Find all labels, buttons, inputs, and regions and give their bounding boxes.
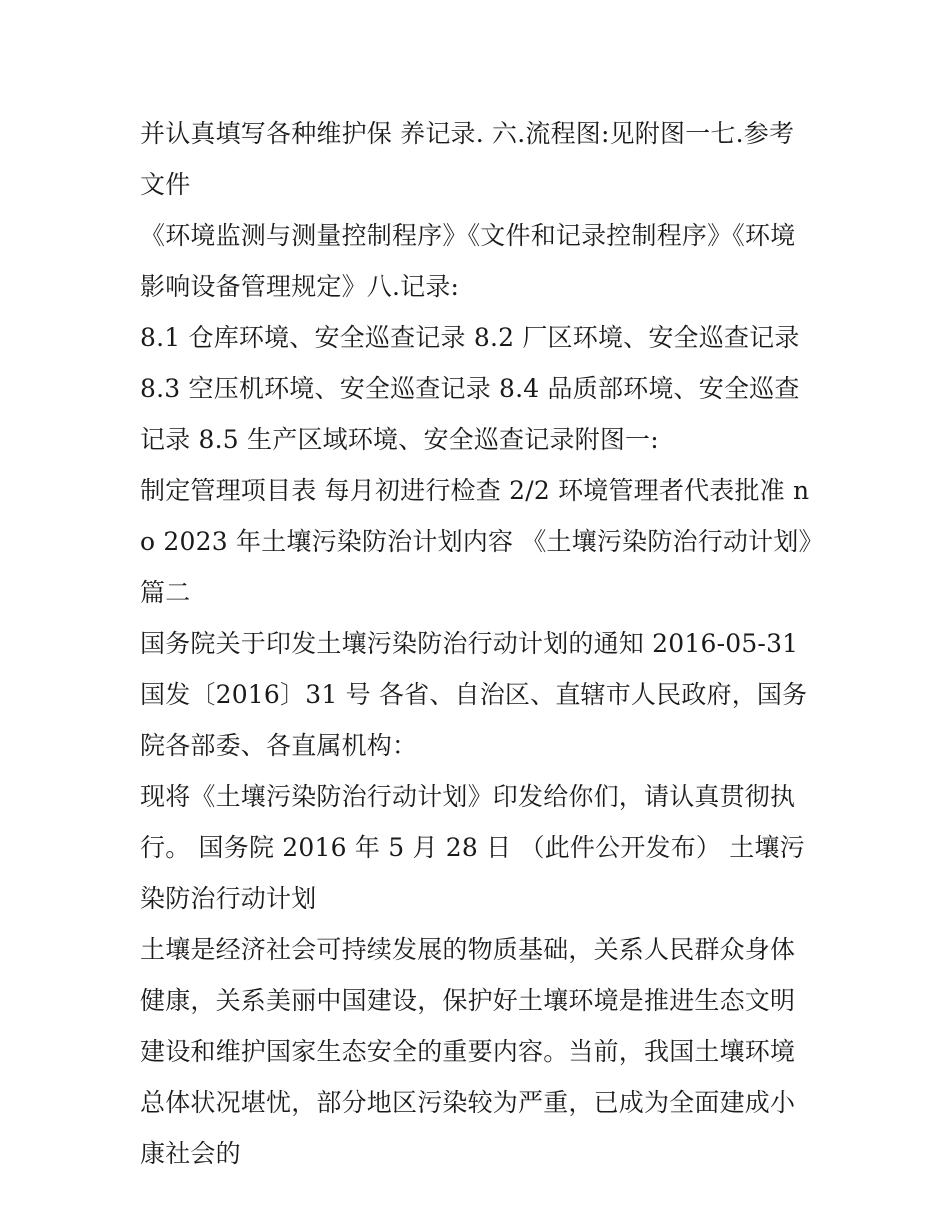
paragraph-issuance: 现将《土壤污染防治行动计划》印发给你们，请认真贯彻执行。 国务院 2016 年 5 月 28 日 （此件公开发布） 土壤污染防治行动计划 bbox=[140, 782, 805, 913]
paragraph-soil-importance: 土壤是经济社会可持续发展的物质基础，关系人民群众身体健康，关系美丽中国建设，保护好土壤环境是推进生态文明建设和维护国家生态安全的重要内容。当前，我国土壤环境总体状况堪忧，部分地区污染较为严重，已成为全面建成小康社会的 bbox=[140, 935, 796, 1168]
paragraph-record-list: 8.1 仓库环境、安全巡查记录 8.2 厂区环境、安全巡查记录 8.3 空压机环境、安全巡查记录 8.4 品质部环境、安全巡查记录 8.5 生产区域环境、安全巡查记录附图一: bbox=[140, 323, 808, 454]
document-body bbox=[140, 108, 815, 1179]
paragraph-reference-documents: 《环境监测与测量控制程序》《文件和记录控制程序》《环境影响设备管理规定》八.记录: bbox=[140, 221, 796, 301]
paragraph-management-items: 制定管理项目表 每月初进行检查 2/2 环境管理者代表批准 no 2023 年土壤污染防治计划内容 《土壤污染防治行动计划》篇二 bbox=[140, 476, 812, 607]
paragraph-maintenance-records: 并认真填写各种维护保 养记录. 六.流程图:见附图一七.参考文件 bbox=[140, 119, 795, 199]
paragraph-state-council-notice: 国务院关于印发土壤污染防治行动计划的通知 2016-05-31 国发〔2016〕31 号 各省、自治区、直辖市人民政府，国务院各部委、各直属机构： bbox=[140, 629, 808, 760]
